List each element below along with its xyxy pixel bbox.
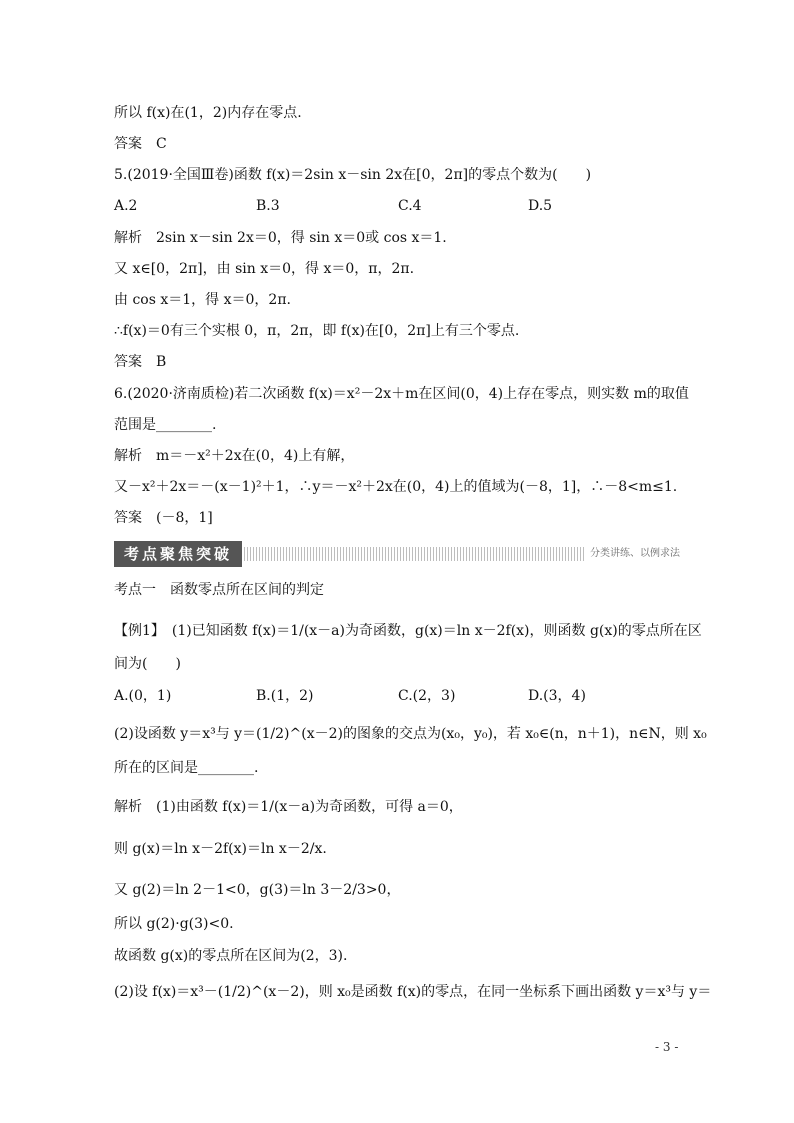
question-6: 6.(2020·济南质检)若二次函数 f(x)＝x²－2x＋m在区间(0，4)上存在零点，则实数 m的取值 <box>114 386 689 402</box>
solution-line: 则 g(x)＝ln x－2f(x)＝ln x－2/x. <box>114 841 327 857</box>
question-5: 5.(2019·全国Ⅲ卷)函数 f(x)＝2sin x－sin 2x在[0，2π]的零点个数为( ) <box>114 167 592 183</box>
solution-line: 又 g(2)＝ln 2－1<0，g(3)＝ln 3－2/3>0， <box>114 882 401 898</box>
banner-subtitle: 分类讲练、以例求法 <box>584 545 680 563</box>
option-a: A.2 <box>114 198 138 214</box>
solution-line: 又 x∈[0，2π]，由 sin x＝0，得 x＝0，π，2π. <box>114 261 415 277</box>
text-line: 所以 f(x)在(1，2)内存在零点. <box>114 105 302 121</box>
example-1-cont: 间为( ) <box>114 656 181 672</box>
option-c: C.(2，3) <box>398 688 456 704</box>
solution-line: 解析 m＝－x²＋2x在(0，4)上有解， <box>114 448 355 464</box>
solution-line: 解析 (1)由函数 f(x)＝1/(x－a)为奇函数，可得 a＝0， <box>114 799 463 815</box>
solution-line: 所以 g(2)·g(3)<0. <box>114 916 234 932</box>
option-c: C.4 <box>398 198 422 214</box>
section-banner <box>114 541 680 567</box>
answer-line: 答案 (－8，1] <box>114 510 213 526</box>
answer-line: 答案 C <box>114 136 167 152</box>
option-b: B.3 <box>256 198 280 214</box>
example-1: 【例1】 (1)已知函数 f(x)＝1/(x－a)为奇函数，g(x)＝ln x－2f(x)，则函数 g(x)的零点所在区 <box>114 623 702 639</box>
option-d: D.5 <box>528 198 553 214</box>
example-1-part-2: (2)设函数 y＝x³与 y＝(1/2)^(x－2)的图象的交点为(x₀，y₀)，若 x₀∈(n，n＋1)，n∈N，则 x₀ <box>114 726 707 742</box>
answer-line: 答案 B <box>114 354 167 370</box>
solution-line: 故函数 g(x)的零点所在区间为(2，3). <box>114 948 348 964</box>
option-a: A.(0，1) <box>114 688 172 704</box>
solution-line: 解析 2sin x－sin 2x＝0，得 sin x＝0或 cos x＝1. <box>114 230 447 246</box>
section-heading: 考点一 函数零点所在区间的判定 <box>114 582 324 598</box>
solution-line: 又－x²＋2x＝－(x－1)²＋1，∴y＝－x²＋2x在(0，4)上的值域为(－8，1]，∴－8<m≤1. <box>114 479 678 495</box>
question-6-cont: 范围是________. <box>114 417 217 433</box>
solution-line: ∴f(x)＝0有三个实根 0，π，2π，即 f(x)在[0，2π]上有三个零点. <box>114 323 520 339</box>
solution-line: (2)设 f(x)＝x³－(1/2)^(x－2)，则 x₀是函数 f(x)的零点，在同一坐标系下画出函数 y＝x³与 y＝ <box>114 984 712 1000</box>
example-1-part-2-cont: 所在的区间是________. <box>114 760 259 776</box>
banner-title: 考点聚焦突破 <box>114 541 242 567</box>
option-d: D.(3，4) <box>528 688 586 704</box>
option-b: B.(1，2) <box>256 688 314 704</box>
solution-line: 由 cos x＝1，得 x＝0，2π. <box>114 292 291 308</box>
page-number: - 3 - <box>655 1040 679 1054</box>
